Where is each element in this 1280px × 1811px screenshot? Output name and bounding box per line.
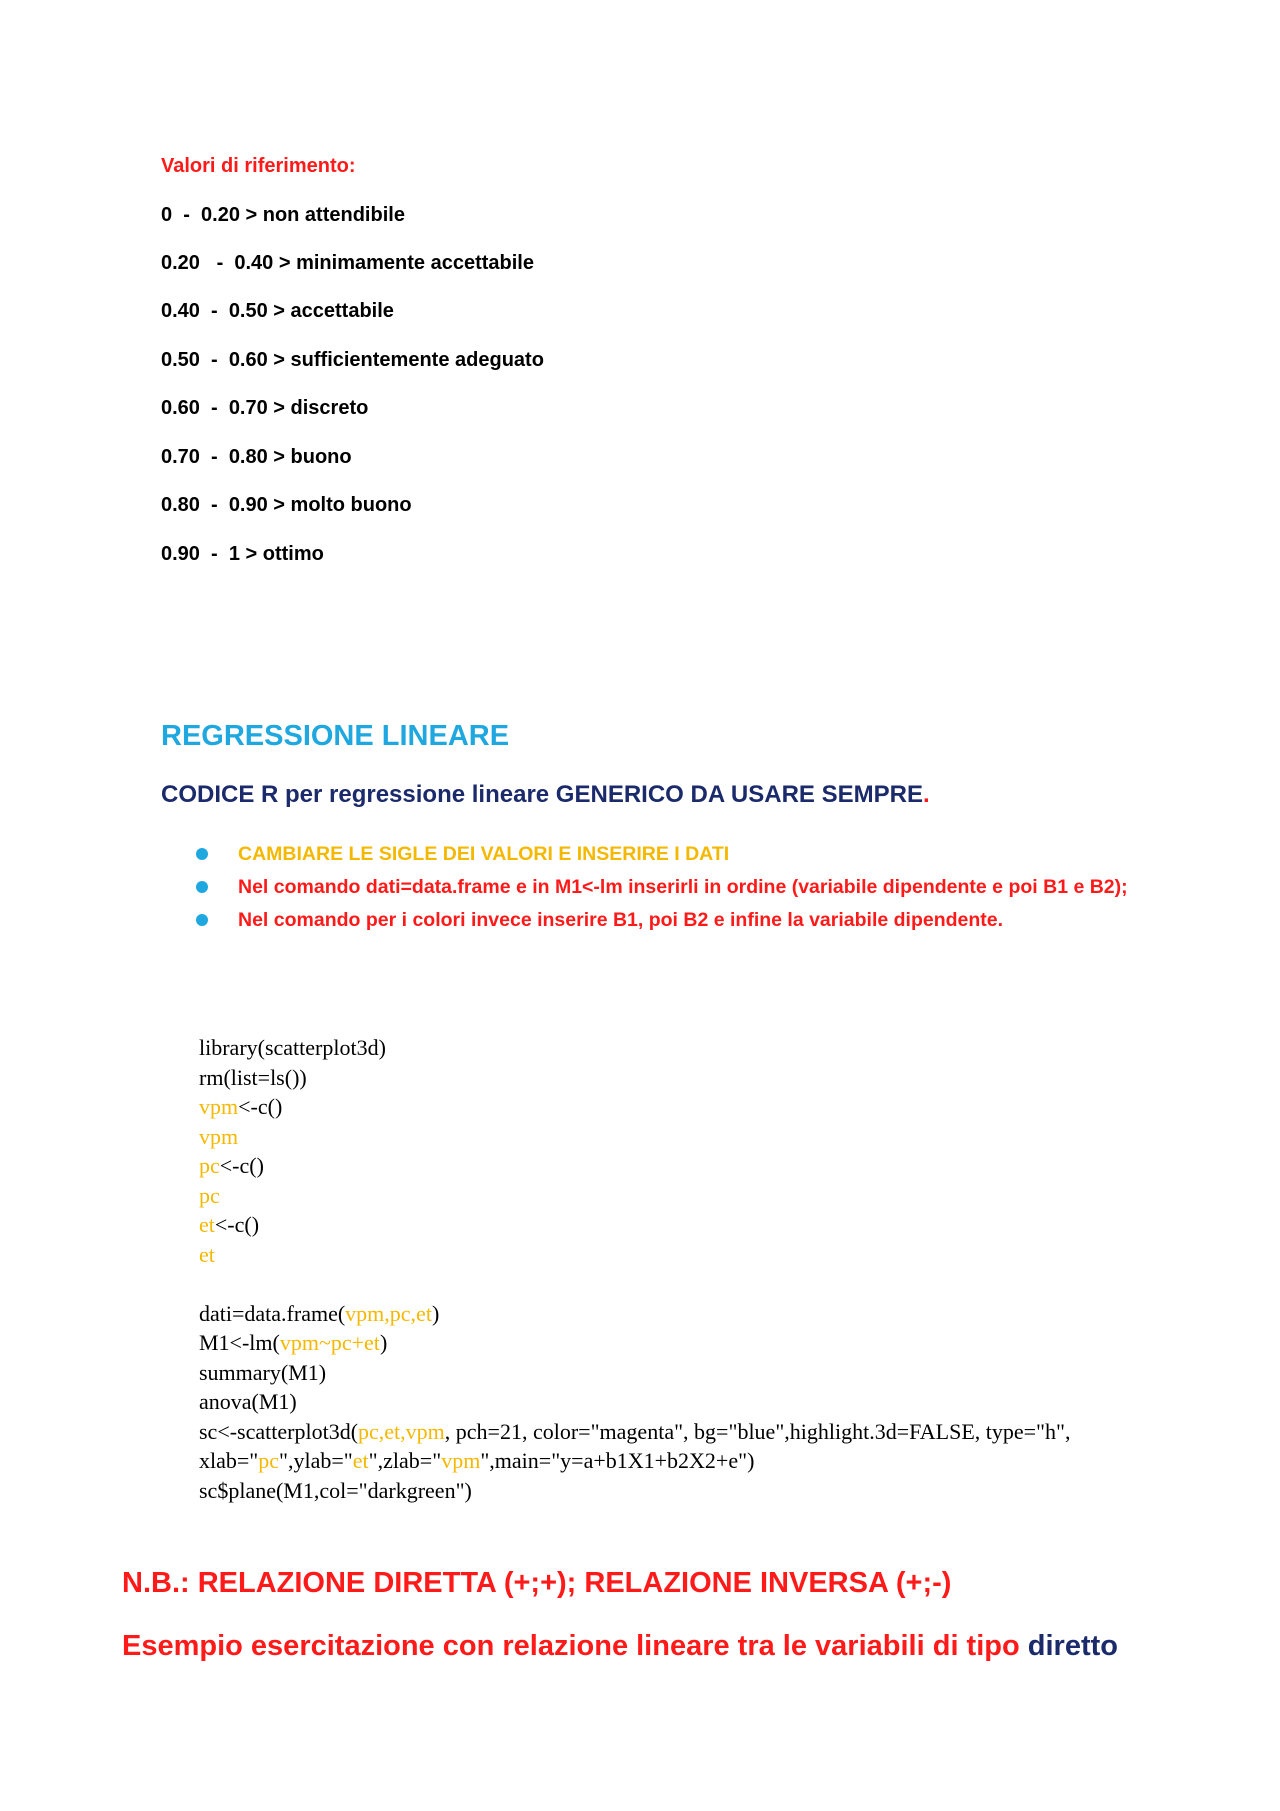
code-text: ",main="y=a+b1X1+b2X2+e"): [480, 1448, 755, 1473]
r-code-block: [199, 1033, 1199, 1505]
code-variable: vpm: [441, 1448, 481, 1473]
code-variable: pc: [199, 1153, 220, 1178]
code-line: [199, 1446, 1199, 1476]
range-item: 0.40 - 0.50 > accettabile: [161, 300, 394, 322]
list-item: [196, 871, 1176, 904]
code-variable: vpm: [199, 1094, 239, 1119]
code-line: summary(M1): [199, 1359, 327, 1385]
range-item: 0.20 - 0.40 > minimamente accettabile: [161, 252, 534, 274]
example-heading: [122, 1630, 1118, 1663]
code-line: library(scatterplot3d): [199, 1035, 386, 1060]
list-item-text: Nel comando dati=data.frame e in M1<-lm inserirli in ordine (variabile dipendente e poi B1 e B2);: [238, 876, 1128, 898]
code-text: , pch=21, color="magenta", bg="blue",highlight.3d=FALSE, type="h",: [444, 1418, 1071, 1444]
code-variable: pc: [258, 1448, 280, 1473]
code-line: [199, 1299, 1199, 1329]
code-line: [199, 1417, 1199, 1447]
range-item: 0.50 - 0.60 > sufficientemente adeguato: [161, 349, 544, 371]
reference-title: Valori di riferimento:: [161, 155, 356, 177]
range-item: 0.70 - 0.80 > buono: [161, 446, 352, 468]
code-line: sc$plane(M1,col="darkgreen"): [199, 1477, 472, 1503]
code-variable: et: [199, 1212, 215, 1237]
section-title: REGRESSIONE LINEARE: [161, 720, 510, 752]
code-text: xlab=": [199, 1448, 259, 1473]
code-line: et: [199, 1241, 215, 1267]
code-variable: vpm,pc,et: [345, 1300, 432, 1326]
bullet-icon: [196, 848, 208, 860]
example-keyword: diretto: [1027, 1630, 1118, 1662]
code-text: ",zlab=": [368, 1448, 442, 1473]
code-text: <-c(): [219, 1153, 264, 1178]
instruction-list: [196, 838, 1176, 937]
code-text: ): [431, 1300, 440, 1326]
section-subtitle: [161, 781, 930, 809]
range-item: 0.60 - 0.70 > discreto: [161, 397, 369, 419]
list-item: [196, 838, 1176, 871]
code-variable: et: [352, 1448, 369, 1473]
bullet-icon: [196, 881, 208, 893]
code-line: [199, 1328, 1199, 1358]
bullet-icon: [196, 914, 208, 926]
code-line: [199, 1210, 1199, 1240]
list-item: [196, 904, 1176, 937]
code-line: rm(list=ls()): [199, 1064, 307, 1090]
code-line: [199, 1151, 1199, 1181]
code-variable: vpm~pc+et: [279, 1330, 380, 1355]
code-text: M1<-lm(: [199, 1330, 280, 1355]
example-text: Esempio esercitazione con relazione lineare tra le variabili di tipo: [122, 1630, 1028, 1662]
code-text: dati=data.frame(: [199, 1300, 346, 1326]
code-text: sc<-scatterplot3d(: [199, 1418, 359, 1444]
range-item: 0.80 - 0.90 > molto buono: [161, 494, 412, 516]
code-variable: pc,et,vpm: [358, 1418, 445, 1444]
list-item-text: Nel comando per i colori invece inserire B1, poi B2 e infine la variabile dipendente.: [238, 909, 1004, 931]
subtitle-text: CODICE R per regressione lineare GENERICO DA USARE SEMPRE: [161, 781, 923, 808]
nb-note: N.B.: RELAZIONE DIRETTA (+;+); RELAZIONE INVERSA (+;-): [122, 1567, 952, 1599]
subtitle-period: .: [922, 781, 930, 808]
code-line: pc: [199, 1182, 220, 1208]
code-line: anova(M1): [199, 1389, 297, 1414]
code-text: <-c(): [214, 1212, 260, 1237]
code-text: ): [379, 1330, 388, 1355]
code-line: vpm: [199, 1123, 239, 1149]
list-item-text: CAMBIARE LE SIGLE DEI VALORI E INSERIRE I DATI: [238, 843, 730, 865]
code-line: [199, 1092, 1199, 1122]
range-item: 0.90 - 1 > ottimo: [161, 543, 324, 565]
range-item: 0 - 0.20 > non attendibile: [161, 204, 405, 226]
code-text: <-c(): [238, 1094, 283, 1119]
code-blank-line: [199, 1269, 1199, 1299]
code-text: ",ylab=": [279, 1448, 353, 1473]
